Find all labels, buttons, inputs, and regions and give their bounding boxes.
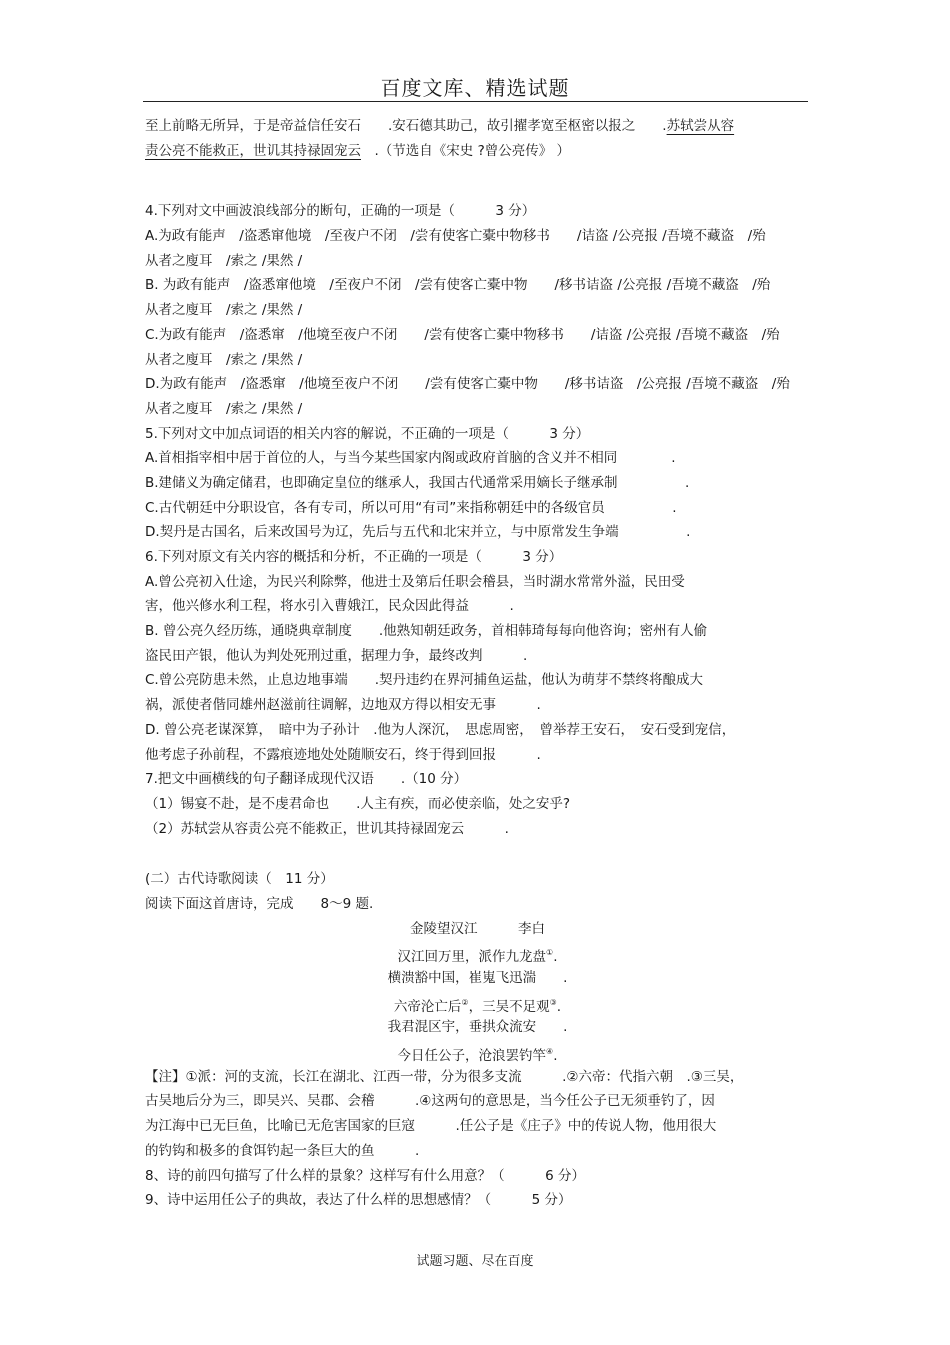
footnote-marker: ① <box>546 948 554 958</box>
q6-option-b-cont: 盗民田产银，他认为判处死刑过重，据理力争，最终改判 . <box>145 647 528 664</box>
footnote-marker: ② <box>461 997 469 1007</box>
passage-source: .（节选自《宋史 ?曾公亮传》 ） <box>361 142 571 159</box>
header-divider <box>143 101 808 102</box>
q4-option-d: D.为政有能声 /盗悉窜 /他境至夜户不闭 /尝有使客亡橐中物 /移书诘盗 /公亮报 /吾境不藏盗 /殆 <box>145 376 790 393</box>
q6-option-d-cont: 他考虑子孙前程，不露痕迹地处处随顺安石，终于得到回报 . <box>145 746 541 763</box>
q6-stem: 6.下列对原文有关内容的概括和分析，不正确的一项是（ 3 分） <box>145 549 563 565</box>
spacer <box>145 163 810 199</box>
q5-option-d: D.契丹是古国名，后来改国号为辽，先后与五代和北宋并立，与中原常发生争端 . <box>145 524 691 541</box>
q8-stem: 8、诗的前四句描写了什么样的景象？这样写有什么用意？（ 6 分） <box>145 1167 585 1184</box>
poem-punct: . <box>553 1048 558 1065</box>
notes-line-1: 【注】①派：河的支流，长江在湖北、江西一带，分为很多支流 .②六帝：代指六朝 .③三吴， <box>145 1068 744 1085</box>
q7-sentence-1: （1）锡宴不赴，是不虔君命也 .人主有疾，而必使亲临，处之安乎? <box>145 795 571 812</box>
q4-option-b-cont: 从者之廋耳 /索之 /果然 / <box>145 302 303 319</box>
passage-line-1 <box>145 114 810 139</box>
q5-option-a: A.首相指宰相中居于首位的人，与当今某些国家内阁或政府首脑的含义并不相同 . <box>145 450 676 467</box>
q7-sentence-2: （2）苏轼尝从容责公亮不能救正，世讥其持禄固宠云 . <box>145 820 509 837</box>
q4-option-c-cont: 从者之廋耳 /索之 /果然 / <box>145 351 303 368</box>
page-header-title: 百度文库、精选试题 <box>380 76 570 100</box>
q6-option-a: A.曾公亮初入仕途，为民兴利除弊，他进士及第后任职会稽县，当时湖水常常外溢，民田受 <box>145 573 685 590</box>
poem-heading: 金陵望汉江 李白 <box>410 920 545 937</box>
poem-line-5 <box>145 1040 810 1065</box>
poem-text: 汉江回万里，派作九龙盘 <box>397 949 547 966</box>
q5-option-c: C.古代朝廷中分职设官，各有专司，所以可用“有司”来指称朝廷中的各级官员 . <box>145 499 677 516</box>
passage-line-2 <box>145 139 810 164</box>
poem-text: ，三吴不足观 <box>468 998 550 1015</box>
q6-option-a-cont: 害，他兴修水利工程，将水引入曹娥江，民众因此得益 . <box>145 598 514 615</box>
notes-line-2: 古吴地后分为三，即吴兴、吴郡、会稽 .④这两句的意思是，当今任公子已无须垂钓了，因 <box>145 1093 715 1110</box>
q4-option-a-cont: 从者之廋耳 /索之 /果然 / <box>145 252 303 269</box>
poem-text: 六帝沦亡后 <box>393 998 462 1015</box>
notes-line-4: 的钓钩和极多的食饵钓起一条巨大的鱼 . <box>145 1142 420 1159</box>
underlined-sentence: 责公亮不能救正，世讥其持禄固宠云 <box>145 142 361 159</box>
q6-option-c-cont: 祸，派使者偕同雄州赵滋前往调解，边地双方得以相安无事 . <box>145 697 541 714</box>
q4-stem: 4.下列对文中画波浪线部分的断句，正确的一项是（ 3 分） <box>145 203 536 220</box>
poem-line-4: 我君混区宇，垂拱众流安 . <box>387 1019 568 1036</box>
document-body <box>145 114 810 1213</box>
section-2-intro: 阅读下面这首唐诗，完成 8～9 题. <box>145 895 374 912</box>
q5-option-b: B.建储义为确定储君，也即确定皇位的继承人，我国古代通常采用嫡长子继承制 . <box>145 474 690 491</box>
q4-option-b: B. 为政有能声 /盗悉窜他境 /至夜户不闭 /尝有使客亡橐中物 /移书诘盗 /公亮报 /吾境不藏盗 /殆 <box>145 277 771 294</box>
passage-text: 至上前略无所异，于是帝益信任安石 .安石德其助己，故引擢孝宽至枢密以报之 . <box>145 118 667 134</box>
spacer <box>145 841 810 867</box>
poem-line-1 <box>145 941 810 966</box>
q7-stem: 7.把文中画横线的句子翻译成现代汉语 .（10 分） <box>145 771 468 788</box>
q6-option-d: D. 曾公亮老谋深算， 暗中为子孙计 .他为人深沉， 思虑周密， 曾举荐王安石， 安石受到宠信， <box>145 721 736 738</box>
q9-stem: 9、诗中运用任公子的典故，表达了什么样的思想感情？（ 5 分） <box>145 1192 572 1209</box>
q6-option-c: C.曾公亮防患未然，止息边地事端 .契丹违约在界河捕鱼运盐，他认为萌芽不禁终将酿成大 <box>145 672 704 689</box>
poem-line-2: 横溃豁中国，崔嵬飞迅湍 . <box>387 970 568 986</box>
poem-line-3 <box>145 991 810 1016</box>
q6-option-b: B. 曾公亮久经历练，通晓典章制度 .他熟知朝廷政务，首相韩琦每每向他咨询；密州有人偷 <box>145 623 708 640</box>
q4-option-d-cont: 从者之廋耳 /索之 /果然 / <box>145 400 303 417</box>
underlined-sentence: 苏轼尝从容 <box>666 118 735 134</box>
footnote-marker: ③ <box>549 997 557 1007</box>
q4-option-c: C.为政有能声 /盗悉窜 /他境至夜户不闭 /尝有使客亡橐中物移书 /诘盗 /公亮报 /吾境不藏盗 /殆 <box>145 326 780 343</box>
poem-punct: . <box>556 998 562 1015</box>
section-2-title: (二）古代诗歌阅读（ 11 分） <box>145 871 334 888</box>
footnote-marker: ④ <box>546 1047 554 1057</box>
q4-option-a: A.为政有能声 /盗悉窜他境 /至夜户不闭 /尝有使客亡橐中物移书 /诘盗 /公亮报 /吾境不藏盗 /殆 <box>145 228 766 245</box>
notes-line-3: 为江海中已无巨鱼，比喻已无危害国家的巨寇 .任公子是《庄子》中的传说人物，他用很大 <box>145 1118 717 1135</box>
page-footer: 试题习题、尽在百度 <box>416 1254 534 1269</box>
poem-punct: . <box>553 949 558 966</box>
poem-text: 今日任公子，沧浪罢钓竿 <box>397 1048 547 1065</box>
q5-stem: 5.下列对文中加点词语的相关内容的解说，不正确的一项是（ 3 分） <box>145 425 590 442</box>
